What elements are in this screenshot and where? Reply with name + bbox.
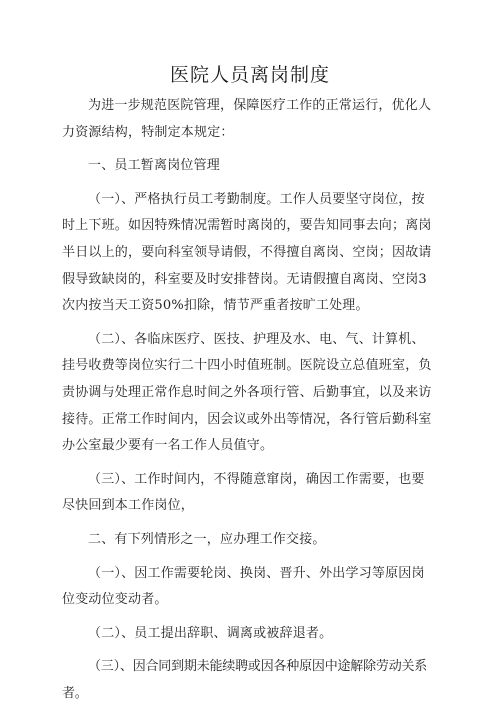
document-body bbox=[62, 93, 436, 714]
clause-1-1: （一）、严格执行员工考勤制度。工作人员要坚守岗位，按时上下班。如因特殊情况需暂时离岗的，要告知同事去向；离岗半日以上的，要向科室领导请假，不得擅自离岗、空岗；因故请假导致缺岗的，科室要及时安排替岗。无请假擅自离岗、空岗3次内按当天工资50%扣除，情节严重者按旷工处理。 bbox=[62, 191, 432, 314]
document-title: 医院人员离岗制度 bbox=[169, 64, 330, 86]
clause-2-1: （一）、因工作需要轮岗、换岗、晋升、外出学习等原因岗位变动位变动者。 bbox=[62, 565, 425, 608]
clause-2-2: （二）、员工提出辞职、调离或被辞退者。 bbox=[88, 625, 333, 641]
clause-1-3: （三）、工作时间内，不得随意窜岗，确因工作需要，也要尽快回到本工作岗位， bbox=[62, 471, 425, 514]
clause-1-2: （二）、各临床医疗、医技、护理及水、电、气、计算机、挂号收费等岗位实行二十四小时值班制。医院设立总值班室，负责协调与处理正常作息时间之外各项行管、后勤事宜，以及来访接待。正常工作时间内，因会议或外出等情况，各行管后勤科室办公室最少要有一名工作人员值守。 bbox=[62, 331, 432, 454]
intro-paragraph: 为进一步规范医院管理，保障医疗工作的正常运行，优化人力资源结构，特制定本规定： bbox=[62, 98, 432, 140]
clause-2-3: （三）、因合同到期未能续聘或因各种原因中途解除劳动关系者。 bbox=[62, 659, 428, 701]
section-heading-2: 二、有下列情形之一，应办理工作交接。 bbox=[88, 531, 326, 547]
section-heading-1: 一、员工暂离岗位管理 bbox=[88, 158, 221, 174]
